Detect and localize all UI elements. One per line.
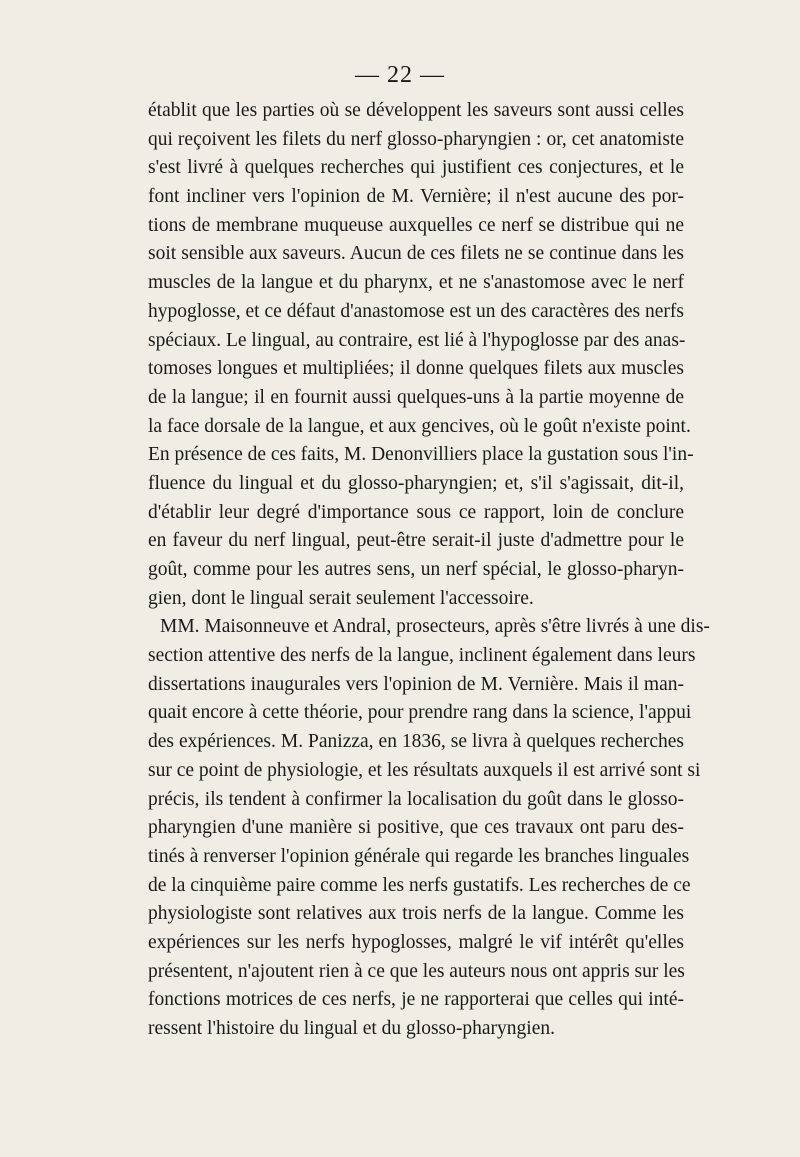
text-line: d'établir leur degré d'importance sous ce rapport, loin de conclure (148, 501, 684, 523)
text-line: s'est livré à quelques recherches qui justifient ces conjectures, et le (148, 157, 684, 179)
page-number: — 22 — (355, 62, 445, 88)
text-line: pharyngien d'une manière si positive, que ces travaux ont paru des- (148, 817, 684, 839)
text-line: la face dorsale de la langue, et aux gencives, où le goût n'existe point. (148, 415, 691, 437)
text-line: présentent, n'ajoutent rien à ce que les auteurs nous ont appris sur les (148, 960, 685, 982)
text-line: tions de membrane muqueuse auxquelles ce nerf se distribue qui ne (148, 214, 684, 236)
text-line: précis, ils tendent à confirmer la localisation du goût dans le glosso- (148, 788, 684, 810)
text-line: des expériences. M. Panizza, en 1836, se livra à quelques recherches (148, 731, 684, 753)
text-line: gien, dont le lingual serait seulement l'accessoire. (148, 587, 534, 609)
text-line: hypoglosse, et ce défaut d'anastomose est un des caractères des nerfs (148, 300, 684, 322)
text-line: physiologiste sont relatives aux trois nerfs de la langue. Comme les (148, 903, 684, 925)
text-line: En présence de ces faits, M. Denonvilliers place la gustation sous l'in- (148, 444, 694, 466)
text-line: fluence du lingual et du glosso-pharyngien; et, s'il s'agissait, dit-il, (148, 472, 684, 494)
text-line: goût, comme pour les autres sens, un nerf spécial, le glosso-pharyn- (148, 559, 684, 580)
text-line: en faveur du nerf lingual, peut-être serait-il juste d'admettre pour le (148, 530, 684, 552)
text-line: de la cinquième paire comme les nerfs gustatifs. Les recherches de ce (148, 874, 691, 896)
text-line: quait encore à cette théorie, pour prendre rang dans la science, l'appui (148, 702, 692, 724)
text-line: MM. Maisonneuve et Andral, prosecteurs, après s'être livrés à une dis- (160, 616, 710, 638)
text-line: sur ce point de physiologie, et les résultats auxquels il est arrivé sont si (148, 759, 701, 781)
text-line: spéciaux. Le lingual, au contraire, est lié à l'hypoglosse par des anas- (148, 329, 686, 351)
text-line: ressent l'histoire du lingual et du glosso-pharyngien. (148, 1018, 555, 1039)
text-line: section attentive des nerfs de la langue, inclinent également dans leurs (148, 645, 696, 667)
body-text (148, 97, 710, 1044)
text-line: expériences sur les nerfs hypoglosses, malgré le vif intérêt qu'elles (148, 931, 684, 953)
text-line: dissertations inaugurales vers l'opinion de M. Vernière. Mais il man- (148, 673, 684, 695)
text-line: établit que les parties où se développent les saveurs sont aussi celles (148, 100, 684, 121)
text-line: fonctions motrices de ces nerfs, je ne rapporterai que celles qui inté- (148, 989, 684, 1011)
text-line: tinés à renverser l'opinion générale qui regarde les branches linguales (148, 845, 690, 867)
text-line: soit sensible aux saveurs. Aucun de ces filets ne se continue dans les (148, 243, 684, 265)
text-line: muscles de la langue et du pharynx, et ne s'anastomose avec le nerf (148, 272, 684, 294)
text-line: tomoses longues et multipliées; il donne quelques filets aux muscles (148, 358, 684, 380)
text-line: de la langue; il en fournit aussi quelques-uns à la partie moyenne de (148, 386, 684, 408)
text-line: font incliner vers l'opinion de M. Vernière; il n'est aucune des por- (148, 186, 684, 208)
text-line: qui reçoivent les filets du nerf glosso-pharyngien : or, cet anatomiste (148, 128, 684, 150)
